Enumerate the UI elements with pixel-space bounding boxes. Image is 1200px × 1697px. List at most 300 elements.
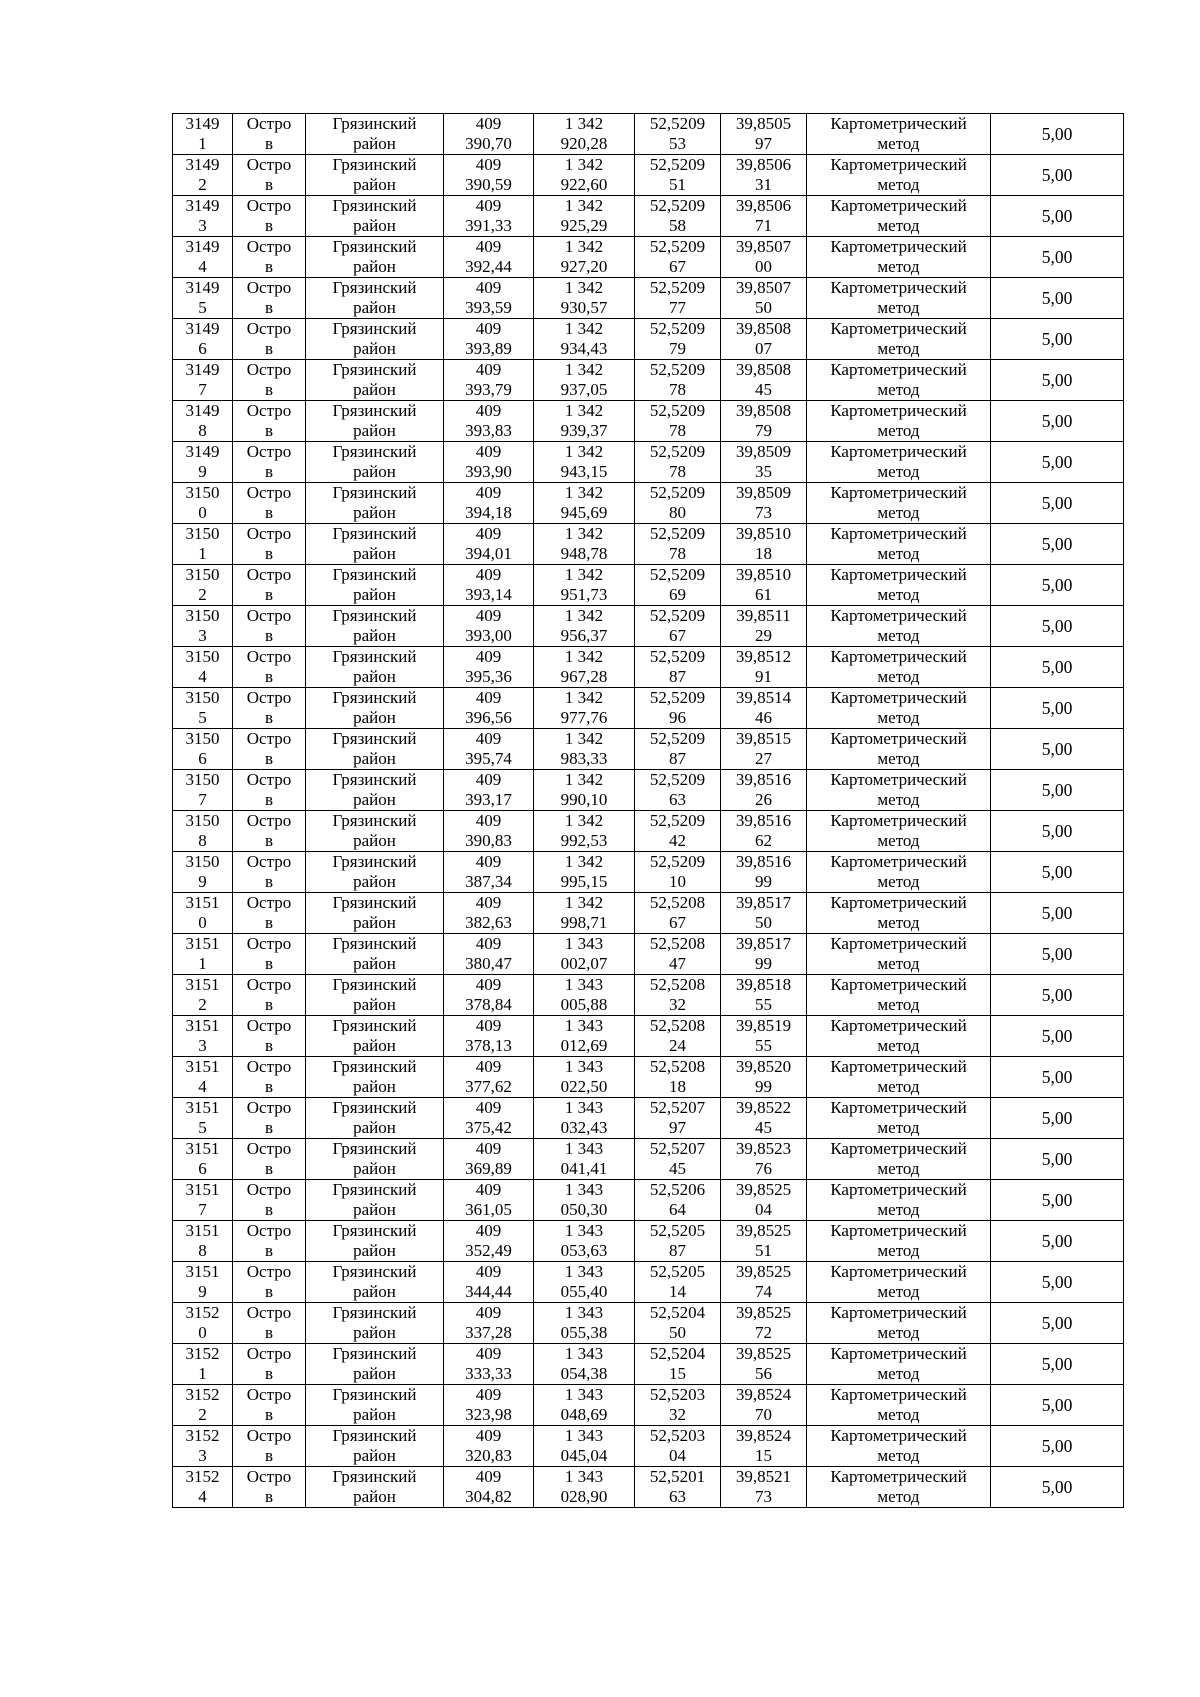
cell-line: 333,33 — [465, 1364, 512, 1383]
cell-line: Грязинский — [332, 1098, 417, 1117]
y-coordinate-cell — [534, 811, 635, 852]
cell-line: Грязинский — [332, 770, 417, 789]
district-cell — [306, 1303, 444, 1344]
x-coordinate-cell — [444, 852, 534, 893]
cell-line: Картометрический — [830, 360, 967, 379]
cell-line: 369,89 — [465, 1159, 512, 1178]
cell-line: 3149 — [185, 442, 220, 461]
cell-line: 8 — [198, 831, 207, 850]
longitude-cell — [721, 1344, 807, 1385]
cell-line: 79 — [755, 421, 772, 440]
table-row — [173, 237, 1124, 278]
cell-line: 52,5209 — [649, 565, 706, 584]
cell-line: Остро — [246, 1467, 292, 1486]
cell-line: 39,8516 — [735, 770, 792, 789]
cell-line: Картометрический — [830, 1057, 967, 1076]
cell-line: 409 — [475, 1262, 502, 1281]
cell-line: 3149 — [185, 278, 220, 297]
accuracy-cell: 5,00 — [991, 1057, 1124, 1098]
cell-line: Грязинский — [332, 1016, 417, 1035]
method-cell — [807, 852, 991, 893]
cell-line: 409 — [475, 729, 502, 748]
cell-line: 45 — [755, 380, 772, 399]
table-row — [173, 155, 1124, 196]
table-row — [173, 934, 1124, 975]
cell-line: 52,5208 — [649, 1016, 706, 1035]
longitude-cell — [721, 1262, 807, 1303]
accuracy-cell: 5,00 — [991, 975, 1124, 1016]
cell-line: 393,79 — [465, 380, 512, 399]
x-coordinate-cell — [444, 524, 534, 565]
cell-line: Грязинский — [332, 852, 417, 871]
cell-line: в — [264, 503, 274, 522]
y-coordinate-cell — [534, 565, 635, 606]
object-type-cell — [233, 442, 306, 483]
cell-line: 409 — [475, 852, 502, 871]
cell-line: 39,8516 — [735, 811, 792, 830]
cell-line: 52,5207 — [649, 1139, 706, 1158]
x-coordinate-cell — [444, 196, 534, 237]
object-type-cell — [233, 975, 306, 1016]
cell-line: 52,5208 — [649, 934, 706, 953]
y-coordinate-cell — [534, 114, 635, 155]
cell-line: 39,8505 — [735, 114, 792, 133]
cell-line: район — [353, 913, 396, 932]
cell-line: Остро — [246, 237, 292, 256]
cell-line: 52,5209 — [649, 524, 706, 543]
object-type-cell — [233, 770, 306, 811]
cell-line: 920,28 — [560, 134, 608, 153]
coordinates-table — [172, 113, 1124, 1508]
cell-line: Остро — [246, 196, 292, 215]
cell-line: 62 — [755, 831, 772, 850]
cell-line: 6 — [198, 749, 207, 768]
cell-line: Остро — [246, 442, 292, 461]
cell-line: 39,8507 — [735, 237, 792, 256]
method-cell — [807, 196, 991, 237]
cell-line: 409 — [475, 934, 502, 953]
cell-line: 79 — [669, 339, 686, 358]
cell-line: 3 — [198, 1446, 207, 1465]
cell-line: район — [353, 134, 396, 153]
cell-line: 9 — [198, 462, 207, 481]
longitude-cell — [721, 524, 807, 565]
object-type-cell — [233, 196, 306, 237]
cell-line: 995,15 — [560, 872, 608, 891]
cell-line: 29 — [755, 626, 772, 645]
y-coordinate-cell — [534, 237, 635, 278]
cell-line: 18 — [669, 1077, 686, 1096]
latitude-cell — [635, 606, 721, 647]
y-coordinate-cell — [534, 1139, 635, 1180]
cell-line: район — [353, 1446, 396, 1465]
longitude-cell — [721, 606, 807, 647]
cell-line: 3150 — [185, 852, 220, 871]
method-cell — [807, 524, 991, 565]
district-cell — [306, 893, 444, 934]
cell-line: Картометрический — [830, 1426, 967, 1445]
y-coordinate-cell — [534, 688, 635, 729]
cell-line: район — [353, 626, 396, 645]
cell-line: метод — [877, 257, 920, 276]
object-type-cell — [233, 114, 306, 155]
cell-line: Грязинский — [332, 1426, 417, 1445]
longitude-cell — [721, 237, 807, 278]
cell-line: 409 — [475, 114, 502, 133]
cell-line: 409 — [475, 565, 502, 584]
latitude-cell — [635, 1303, 721, 1344]
point-number-cell — [173, 401, 233, 442]
cell-line: 922,60 — [560, 175, 608, 194]
cell-line: 39,8518 — [735, 975, 792, 994]
cell-line: 409 — [475, 1426, 502, 1445]
cell-line: 3150 — [185, 647, 220, 666]
cell-line: 1 342 — [564, 360, 604, 379]
cell-line: Грязинский — [332, 114, 417, 133]
cell-line: район — [353, 1364, 396, 1383]
cell-line: 67 — [669, 913, 686, 932]
method-cell — [807, 278, 991, 319]
cell-line: район — [353, 1036, 396, 1055]
cell-line: 78 — [669, 380, 686, 399]
cell-line: метод — [877, 1323, 920, 1342]
district-cell — [306, 155, 444, 196]
cell-line: 51 — [755, 1241, 772, 1260]
cell-line: 378,84 — [465, 995, 512, 1014]
cell-line: 409 — [475, 442, 502, 461]
object-type-cell — [233, 483, 306, 524]
x-coordinate-cell — [444, 770, 534, 811]
accuracy-cell: 5,00 — [991, 114, 1124, 155]
district-cell — [306, 1221, 444, 1262]
x-coordinate-cell — [444, 1180, 534, 1221]
accuracy-cell: 5,00 — [991, 688, 1124, 729]
cell-line: 39,8509 — [735, 483, 792, 502]
cell-line: в — [264, 749, 274, 768]
cell-line: 52,5209 — [649, 319, 706, 338]
x-coordinate-cell — [444, 483, 534, 524]
accuracy-cell: 5,00 — [991, 1016, 1124, 1057]
object-type-cell — [233, 893, 306, 934]
cell-line: 409 — [475, 483, 502, 502]
method-cell — [807, 770, 991, 811]
cell-line: в — [264, 626, 274, 645]
table-row — [173, 1139, 1124, 1180]
cell-line: метод — [877, 1241, 920, 1260]
method-cell — [807, 1385, 991, 1426]
cell-line: в — [264, 1282, 274, 1301]
y-coordinate-cell — [534, 155, 635, 196]
cell-line: 70 — [755, 1405, 772, 1424]
cell-line: 50 — [755, 298, 772, 317]
cell-line: Остро — [246, 278, 292, 297]
cell-line: 52,5205 — [649, 1221, 706, 1240]
cell-line: 39,8510 — [735, 565, 792, 584]
longitude-cell — [721, 975, 807, 1016]
cell-line: 87 — [669, 667, 686, 686]
table-row — [173, 893, 1124, 934]
district-cell — [306, 483, 444, 524]
cell-line: 3151 — [185, 1221, 220, 1240]
y-coordinate-cell — [534, 729, 635, 770]
cell-line: 39,8509 — [735, 442, 792, 461]
point-number-cell — [173, 647, 233, 688]
cell-line: 1 342 — [564, 196, 604, 215]
point-number-cell — [173, 811, 233, 852]
cell-line: Грязинский — [332, 442, 417, 461]
method-cell — [807, 1016, 991, 1057]
x-coordinate-cell — [444, 647, 534, 688]
cell-line: 87 — [669, 1241, 686, 1260]
point-number-cell — [173, 114, 233, 155]
table-row — [173, 606, 1124, 647]
cell-line: район — [353, 585, 396, 604]
cell-line: 39,8510 — [735, 524, 792, 543]
cell-line: 1 343 — [564, 1426, 604, 1445]
accuracy-cell: 5,00 — [991, 278, 1124, 319]
cell-line: 32 — [669, 1405, 686, 1424]
cell-line: 032,43 — [560, 1118, 608, 1137]
cell-line: Остро — [246, 360, 292, 379]
cell-line: 1 343 — [564, 1467, 604, 1486]
cell-line: Грязинский — [332, 1262, 417, 1281]
point-number-cell — [173, 196, 233, 237]
cell-line: 956,37 — [560, 626, 608, 645]
cell-line: район — [353, 544, 396, 563]
accuracy-cell: 5,00 — [991, 1385, 1124, 1426]
cell-line: 52,5209 — [649, 647, 706, 666]
cell-line: Остро — [246, 1139, 292, 1158]
y-coordinate-cell — [534, 1057, 635, 1098]
cell-line: 52,5204 — [649, 1303, 706, 1322]
cell-line: метод — [877, 1159, 920, 1178]
cell-line: район — [353, 1487, 396, 1506]
cell-line: 52,5205 — [649, 1262, 706, 1281]
cell-line: 048,69 — [560, 1405, 608, 1424]
accuracy-cell: 5,00 — [991, 483, 1124, 524]
cell-line: район — [353, 1159, 396, 1178]
cell-line: Грязинский — [332, 524, 417, 543]
cell-line: 2 — [198, 175, 207, 194]
cell-line: 3150 — [185, 688, 220, 707]
object-type-cell — [233, 1467, 306, 1508]
longitude-cell — [721, 811, 807, 852]
cell-line: 028,90 — [560, 1487, 608, 1506]
cell-line: 26 — [755, 790, 772, 809]
cell-line: район — [353, 339, 396, 358]
latitude-cell — [635, 237, 721, 278]
cell-line: 99 — [755, 954, 772, 973]
cell-line: 67 — [669, 257, 686, 276]
cell-line: в — [264, 1323, 274, 1342]
cell-line: район — [353, 708, 396, 727]
cell-line: 1 342 — [564, 114, 604, 133]
cell-line: 63 — [669, 790, 686, 809]
cell-line: Остро — [246, 1426, 292, 1445]
point-number-cell — [173, 688, 233, 729]
cell-line: 78 — [669, 544, 686, 563]
table-row — [173, 524, 1124, 565]
method-cell — [807, 934, 991, 975]
cell-line: район — [353, 216, 396, 235]
x-coordinate-cell — [444, 237, 534, 278]
cell-line: 53 — [669, 134, 686, 153]
cell-line: Грязинский — [332, 1303, 417, 1322]
cell-line: 409 — [475, 975, 502, 994]
method-cell — [807, 688, 991, 729]
cell-line: 3152 — [185, 1344, 220, 1363]
cell-line: 409 — [475, 1221, 502, 1240]
cell-line: Картометрический — [830, 319, 967, 338]
cell-line: 3 — [198, 626, 207, 645]
cell-line: Картометрический — [830, 975, 967, 994]
cell-line: 1 — [198, 954, 207, 973]
cell-line: Остро — [246, 1262, 292, 1281]
cell-line: 7 — [198, 790, 207, 809]
cell-line: Картометрический — [830, 114, 967, 133]
cell-line: 15 — [755, 1446, 772, 1465]
table-row — [173, 1221, 1124, 1262]
object-type-cell — [233, 319, 306, 360]
method-cell — [807, 606, 991, 647]
cell-line: 378,13 — [465, 1036, 512, 1055]
cell-line: 39,8508 — [735, 401, 792, 420]
cell-line: Грязинский — [332, 1467, 417, 1486]
cell-line: 3149 — [185, 237, 220, 256]
district-cell — [306, 975, 444, 1016]
cell-line: Грязинский — [332, 1139, 417, 1158]
cell-line: 39,8525 — [735, 1180, 792, 1199]
method-cell — [807, 319, 991, 360]
cell-line: 375,42 — [465, 1118, 512, 1137]
cell-line: 409 — [475, 524, 502, 543]
cell-line: Грязинский — [332, 360, 417, 379]
cell-line: 1 342 — [564, 155, 604, 174]
cell-line: метод — [877, 1487, 920, 1506]
cell-line: 78 — [669, 462, 686, 481]
cell-line: 39,8514 — [735, 688, 792, 707]
method-cell — [807, 811, 991, 852]
cell-line: 391,33 — [465, 216, 512, 235]
point-number-cell — [173, 1221, 233, 1262]
accuracy-cell: 5,00 — [991, 1344, 1124, 1385]
cell-line: 1 342 — [564, 852, 604, 871]
cell-line: 39,8525 — [735, 1221, 792, 1240]
cell-line: 390,59 — [465, 175, 512, 194]
district-cell — [306, 1098, 444, 1139]
cell-line: в — [264, 1118, 274, 1137]
table-row — [173, 1426, 1124, 1467]
latitude-cell — [635, 893, 721, 934]
object-type-cell — [233, 811, 306, 852]
cell-line: район — [353, 1118, 396, 1137]
table-row — [173, 688, 1124, 729]
y-coordinate-cell — [534, 401, 635, 442]
cell-line: 76 — [755, 1159, 772, 1178]
longitude-cell — [721, 852, 807, 893]
cell-line: 393,14 — [465, 585, 512, 604]
cell-line: 390,70 — [465, 134, 512, 153]
object-type-cell — [233, 606, 306, 647]
x-coordinate-cell — [444, 606, 534, 647]
cell-line: 1 343 — [564, 1098, 604, 1117]
cell-line: 1 — [198, 134, 207, 153]
cell-line: 930,57 — [560, 298, 608, 317]
cell-line: метод — [877, 298, 920, 317]
object-type-cell — [233, 688, 306, 729]
cell-line: 3150 — [185, 524, 220, 543]
cell-line: 52,5209 — [649, 442, 706, 461]
cell-line: 925,29 — [560, 216, 608, 235]
table-row — [173, 1467, 1124, 1508]
latitude-cell — [635, 401, 721, 442]
point-number-cell — [173, 237, 233, 278]
cell-line: 352,49 — [465, 1241, 512, 1260]
cell-line: 934,43 — [560, 339, 608, 358]
cell-line: Остро — [246, 606, 292, 625]
cell-line: 55 — [755, 995, 772, 1014]
cell-line: 4 — [198, 667, 207, 686]
cell-line: Грязинский — [332, 278, 417, 297]
latitude-cell — [635, 1385, 721, 1426]
cell-line: 1 343 — [564, 1016, 604, 1035]
cell-line: Остро — [246, 811, 292, 830]
cell-line: в — [264, 708, 274, 727]
longitude-cell — [721, 688, 807, 729]
point-number-cell — [173, 1262, 233, 1303]
cell-line: 002,07 — [560, 954, 608, 973]
method-cell — [807, 1057, 991, 1098]
object-type-cell — [233, 237, 306, 278]
cell-line: 409 — [475, 770, 502, 789]
cell-line: 409 — [475, 688, 502, 707]
cell-line: 52,5203 — [649, 1426, 706, 1445]
x-coordinate-cell — [444, 565, 534, 606]
cell-line: 380,47 — [465, 954, 512, 973]
cell-line: метод — [877, 462, 920, 481]
cell-line: 1 343 — [564, 1262, 604, 1281]
accuracy-cell: 5,00 — [991, 1221, 1124, 1262]
cell-line: Грязинский — [332, 729, 417, 748]
cell-line: 977,76 — [560, 708, 608, 727]
cell-line: Остро — [246, 1016, 292, 1035]
cell-line: 52,5208 — [649, 975, 706, 994]
cell-line: 409 — [475, 1385, 502, 1404]
district-cell — [306, 1344, 444, 1385]
cell-line: Картометрический — [830, 1344, 967, 1363]
method-cell — [807, 1262, 991, 1303]
cell-line: 6 — [198, 339, 207, 358]
latitude-cell — [635, 278, 721, 319]
cell-line: район — [353, 790, 396, 809]
cell-line: Грязинский — [332, 934, 417, 953]
district-cell — [306, 729, 444, 770]
cell-line: Остро — [246, 319, 292, 338]
accuracy-cell: 5,00 — [991, 770, 1124, 811]
x-coordinate-cell — [444, 1467, 534, 1508]
cell-line: 055,40 — [560, 1282, 608, 1301]
district-cell — [306, 565, 444, 606]
point-number-cell — [173, 483, 233, 524]
point-number-cell — [173, 155, 233, 196]
cell-line: метод — [877, 339, 920, 358]
cell-line: Картометрический — [830, 852, 967, 871]
cell-line: метод — [877, 134, 920, 153]
method-cell — [807, 1098, 991, 1139]
table-row — [173, 1180, 1124, 1221]
cell-line: метод — [877, 421, 920, 440]
cell-line: 3151 — [185, 1057, 220, 1076]
